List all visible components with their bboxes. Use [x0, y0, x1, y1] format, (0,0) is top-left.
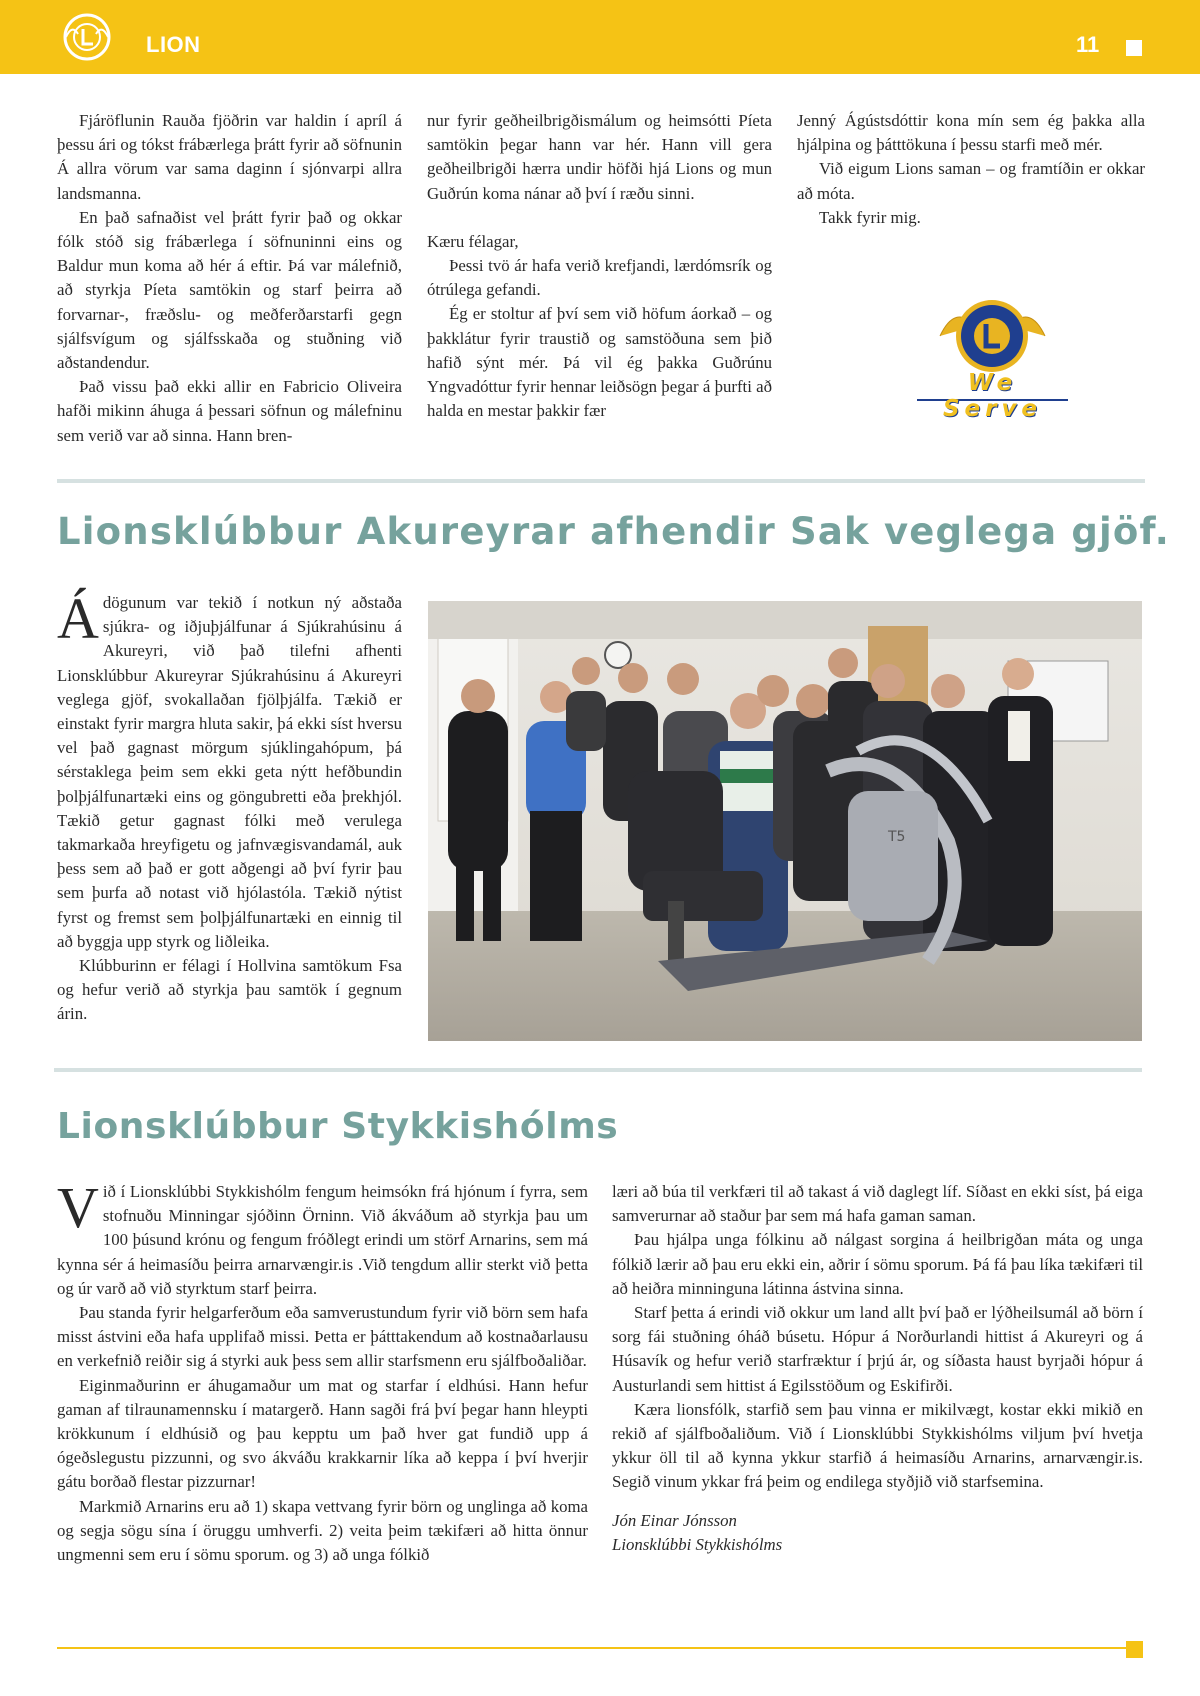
- paragraph: Starf þetta á erindi við okkur um land allt því það er lýðheilsumál að börn í sorg fái stuðning óháð búsetu. Hópur á Norðurlandi hittist á Akureyri og á Húsavík og hefur verið starfræktur í þrjú ár, og síðasta haust byrjaði hópur á Austurlandi sem hittist á Egilsstöðum og Eskifirði.: [612, 1303, 1143, 1395]
- lions-emblem-icon: [62, 12, 112, 62]
- paragraph: En það safnaðist vel þrátt fyrir það og okkar fólk stóð sig frábærlega í söfnuninni eins og Baldur mun koma að hér á eftir. Þá var málefnið, að styrkja Píeta samtökin og starf þeirra að forvarnar-, fræðslu- og meðferðarstarfi gegn sjálfsvígum og sjálfsskaða og stuðning við aðstandendur.: [57, 207, 402, 373]
- section-divider: [57, 479, 1145, 483]
- stykkisholm-article-column-2: [612, 1180, 1143, 1557]
- page-header: [0, 0, 1200, 74]
- group-photo: [428, 601, 1142, 1041]
- article-title-stykkisholm: Lionsklúbbur Stykkishólms: [57, 1106, 619, 1147]
- group-photo-illustration: [428, 601, 1142, 1041]
- author-name: Jón Einar Jónsson: [612, 1510, 737, 1530]
- page-number: 11: [1076, 32, 1100, 57]
- svg-text:T5: T5: [888, 829, 906, 845]
- footer-rule: [57, 1647, 1127, 1649]
- salutation: Kæru félagar,: [427, 231, 519, 251]
- paragraph: Takk fyrir mig.: [819, 207, 921, 227]
- article-title-akureyri: Lionsklúbbur Akureyrar afhendir Sak veglega gjöf.: [57, 510, 1171, 553]
- paragraph: læri að búa til verkfæri til að takast á við daglegt líf. Síðast en ekki síst, þá eiga samverurnar að staður þar sem má hafa gaman saman.: [612, 1182, 1143, 1226]
- paragraph: Þau hjálpa unga fólkinu að nálgast sorgina á heilbrigðan máta og unga fólkið lærir að þau eru ekki ein, aðrir í sömu sporum. Þá fá þau líka tækifæri til að heiðra minninguna látinna ástvina sinna.: [612, 1230, 1143, 1298]
- we-serve-text: We Serve: [942, 370, 1043, 422]
- top-article-column-1: [57, 109, 402, 448]
- paragraph-text: dögunum var tekið í notkun ný aðstaða sjúkra- og iðjuþjálfunar á Sjúkrahúsinu á Akureyri, við það tilefni afhenti Lionsklúbbur Akureyrar Sjúkrahúsinu á Akureyri veglega gjöf, svokallaðan fjölþjálfa. Tækið er einstakt fyrir margra hluta sakir, þá ekki síst hversu vel það gagnast mörgum sjúklingahópum, þá sérstaklega þeim sem ekki geta nýtt hefðbundin þolþjálfunartæki eins og göngubretti eða þrekhjól. Tækið getur gagnast fólki með verulega takmarkaða hreyfigetu og jafnvægisvandamál, auk þess sem að það er gott aðgengi að því fyrir þau sem þurfa að notast við hjólastóla. Tækið nýtist fyrst og fremst sem þolþjálfunartæki en einnig til að byggja upp styrk og liðleika.: [57, 593, 402, 951]
- top-article-column-3: [797, 109, 1145, 230]
- stykkisholm-article-column-1: [57, 1175, 588, 1567]
- paragraph: Fjáröflunin Rauða fjöðrin var haldin í apríl á þessu ári og tókst frábærlega þrátt fyrir að söfnunin Á allra vörum var sama daginn í sjónvarpi allra landsmanna.: [57, 111, 402, 203]
- paragraph: [57, 1175, 588, 1301]
- paragraph: Eiginmaðurinn er áhugamaður um mat og starfar í eldhúsi. Hann hefur gaman af tilraunamennsku í matargerð. Hann sagði frá því þegar hann hleypti krökkunum í eldhúsið og þau kepptu um það hver gat fundið upp á ógeðslegustu pizzunni, og svo ákváðu krakkarnir líka að keppa í því hverjir gátu borðað flestar pizzurnar!: [57, 1375, 588, 1492]
- paragraph: Það vissu það ekki allir en Fabricio Oliveira hafði mikinn áhuga á þessari söfnun og málefninu sem verið var að sinna. Hann bren-: [57, 377, 402, 445]
- lions-we-serve-logo: [915, 296, 1070, 422]
- author-club: Lionsklúbbi Stykkishólms: [612, 1534, 783, 1554]
- section-divider: [54, 1068, 1142, 1072]
- paragraph: Ég er stoltur af því sem við höfum áorkað – og þakklátur fyrir traustið og samstöðuna sem þið hafið sýnt mér. Þá vil ég þakka Guðrúnu Yngvadóttur fyrir hennar leiðsögn þegar á þurfti að halda en mestar þakkir fær: [427, 304, 772, 421]
- header-square-mark: [1126, 40, 1142, 56]
- paragraph: nur fyrir geðheilbrigðismálum og heimsótti Píeta samtökin þegar hann var hér. Hann vill gera geðheilbrigði hærra undir höfði hjá Lions og mun Guðrún koma nánar að því í ræðu sinni.: [427, 111, 772, 203]
- paragraph: [57, 586, 402, 954]
- paragraph: Þessi tvö ár hafa verið krefjandi, lærdómsrík og ótrúlega gefandi.: [427, 256, 772, 300]
- magazine-title: LION: [146, 32, 201, 57]
- footer-square-mark: [1126, 1641, 1143, 1658]
- top-article-column-2: [427, 109, 772, 423]
- paragraph: Kæra lionsfólk, starfið sem þau vinna er mikilvægt, kostar ekki mikið en rekið af sjálfboðaliðum. Við í Lionsklúbbi Stykkishólms viljum því hvetja ykkur öll til að kynna ykkur starfið á heimasíðu Arnarins, arnarvængir.is. Segið vinum ykkar frá þeim og endilega styðjið við starfsemina.: [612, 1399, 1143, 1492]
- drop-cap: V: [57, 1175, 99, 1240]
- paragraph: Klúbburinn er félagi í Hollvina samtökum Fsa og hefur verið að styrkja þau samtök í gegnum árin.: [57, 956, 402, 1024]
- paragraph: Markmið Arnarins eru að 1) skapa vettvang fyrir börn og unglinga að koma og segja sögu sína í öruggu umhverfi. 2) veita þeim tækifæri að hitta önnur ungmenni sem eru í sömu sporum. og 3) að unga fólkið: [57, 1496, 588, 1565]
- paragraph: Jenný Ágústsdóttir kona mín sem ég þakka alla hjálpina og þátttökuna í þessu starfi með mér.: [797, 111, 1145, 155]
- drop-cap: Á: [57, 586, 99, 651]
- akureyri-article-text: [57, 586, 402, 1027]
- paragraph: Við eigum Lions saman – og framtíðin er okkar að móta.: [797, 159, 1145, 203]
- paragraph-text: ið í Lionsklúbbi Stykkishólm fengum heimsókn frá hjónum í fyrra, sem stofnuðu Minningar sjóðinn Örninn. Við ákváðum að styrkja þau um 100 þúsund krónu og fengum fróðlegt erindi um störf Arnarins, sem má kynna sér á heimasíðu þeirra arnarvængir.is .Við tengdum allir sterkt við þetta og úr varð að við styrktum starf þeirra.: [57, 1182, 588, 1298]
- paragraph: Þau standa fyrir helgarferðum eða samverustundum fyrir við börn sem hafa misst ástvini eða hafa upplifað missi. Þetta er þátttakendum að kostnaðarlausu en verkefnið reiðir sig á styrki auk þess sem allir starfsmenn eru sjálfboðaliðar.: [57, 1303, 588, 1371]
